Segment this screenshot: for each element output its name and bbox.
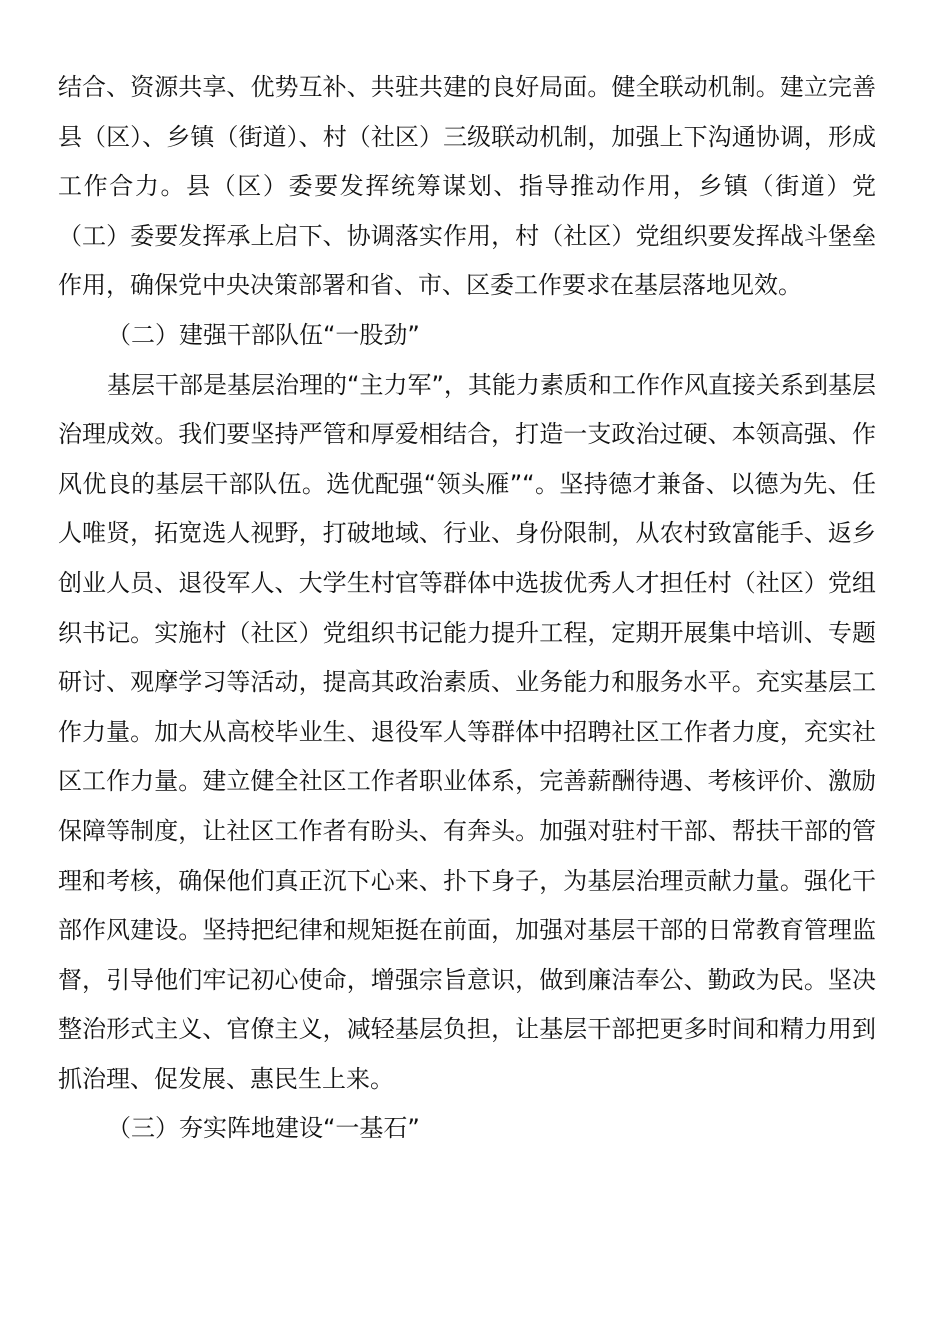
paragraph-cadre-team: 基层干部是基层治理的“主力军”，其能力素质和工作作风直接关系到基层治理成效。我们要坚持严管和厚爱相结合，打造一支政治过硬、本领高强、作风优良的基层干部队伍。选优配强“领头雁”“。坚持德才兼备、以德为先、任人唯贤，拓宽选人视野，打破地域、行业、身份限制，从农村致富能手、返乡创业人员、退役军人、大学生村官等群体中选拔优秀人才担任村（社区）党组织书记。实施村（社区）党组织书记能力提升工程，定期开展集中培训、专题研讨、观摩学习等活动，提高其政治素质、业务能力和服务水平。充实基层工作力量。加大从高校毕业生、退役军人等群体中招聘社区工作者力度，充实社区工作力量。建立健全社区工作者职业体系，完善薪酬待遇、考核评价、激励保障等制度，让社区工作者有盼头、有奔头。加强对驻村干部、帮扶干部的管理和考核，确保他们真正沉下心来、扑下身子，为基层治理贡献力量。强化干部作风建设。坚持把纪律和规矩挺在前面，加强对基层干部的日常教育管理监督，引导他们牢记初心使命，增强宗旨意识，做到廉洁奉公、勤政为民。坚决整治形式主义、官僚主义，减轻基层负担，让基层干部把更多时间和精力用到抓治理、促发展、惠民生上来。: [58, 370, 876, 1093]
section-heading-position-building: （三）夯实阵地建设“一基石”: [107, 1114, 420, 1143]
paragraph-linkage-mechanism: 结合、资源共享、优势互补、共驻共建的良好局面。健全联动机制。建立完善县（区）、乡镇（街道）、村（社区）三级联动机制，加强上下沟通协调，形成工作合力。县（区）委要发挥统筹谋划、指导推动作用，乡镇（街道）党（工）委要发挥承上启下、协调落实作用，村（社区）党组织要发挥战斗堡垒作用，确保党中央决策部署和省、市、区委工作要求在基层落地见效。: [58, 73, 876, 300]
document-page: [58, 63, 876, 1154]
section-heading-cadre-team: （二）建强干部队伍“一股劲”: [107, 320, 420, 349]
